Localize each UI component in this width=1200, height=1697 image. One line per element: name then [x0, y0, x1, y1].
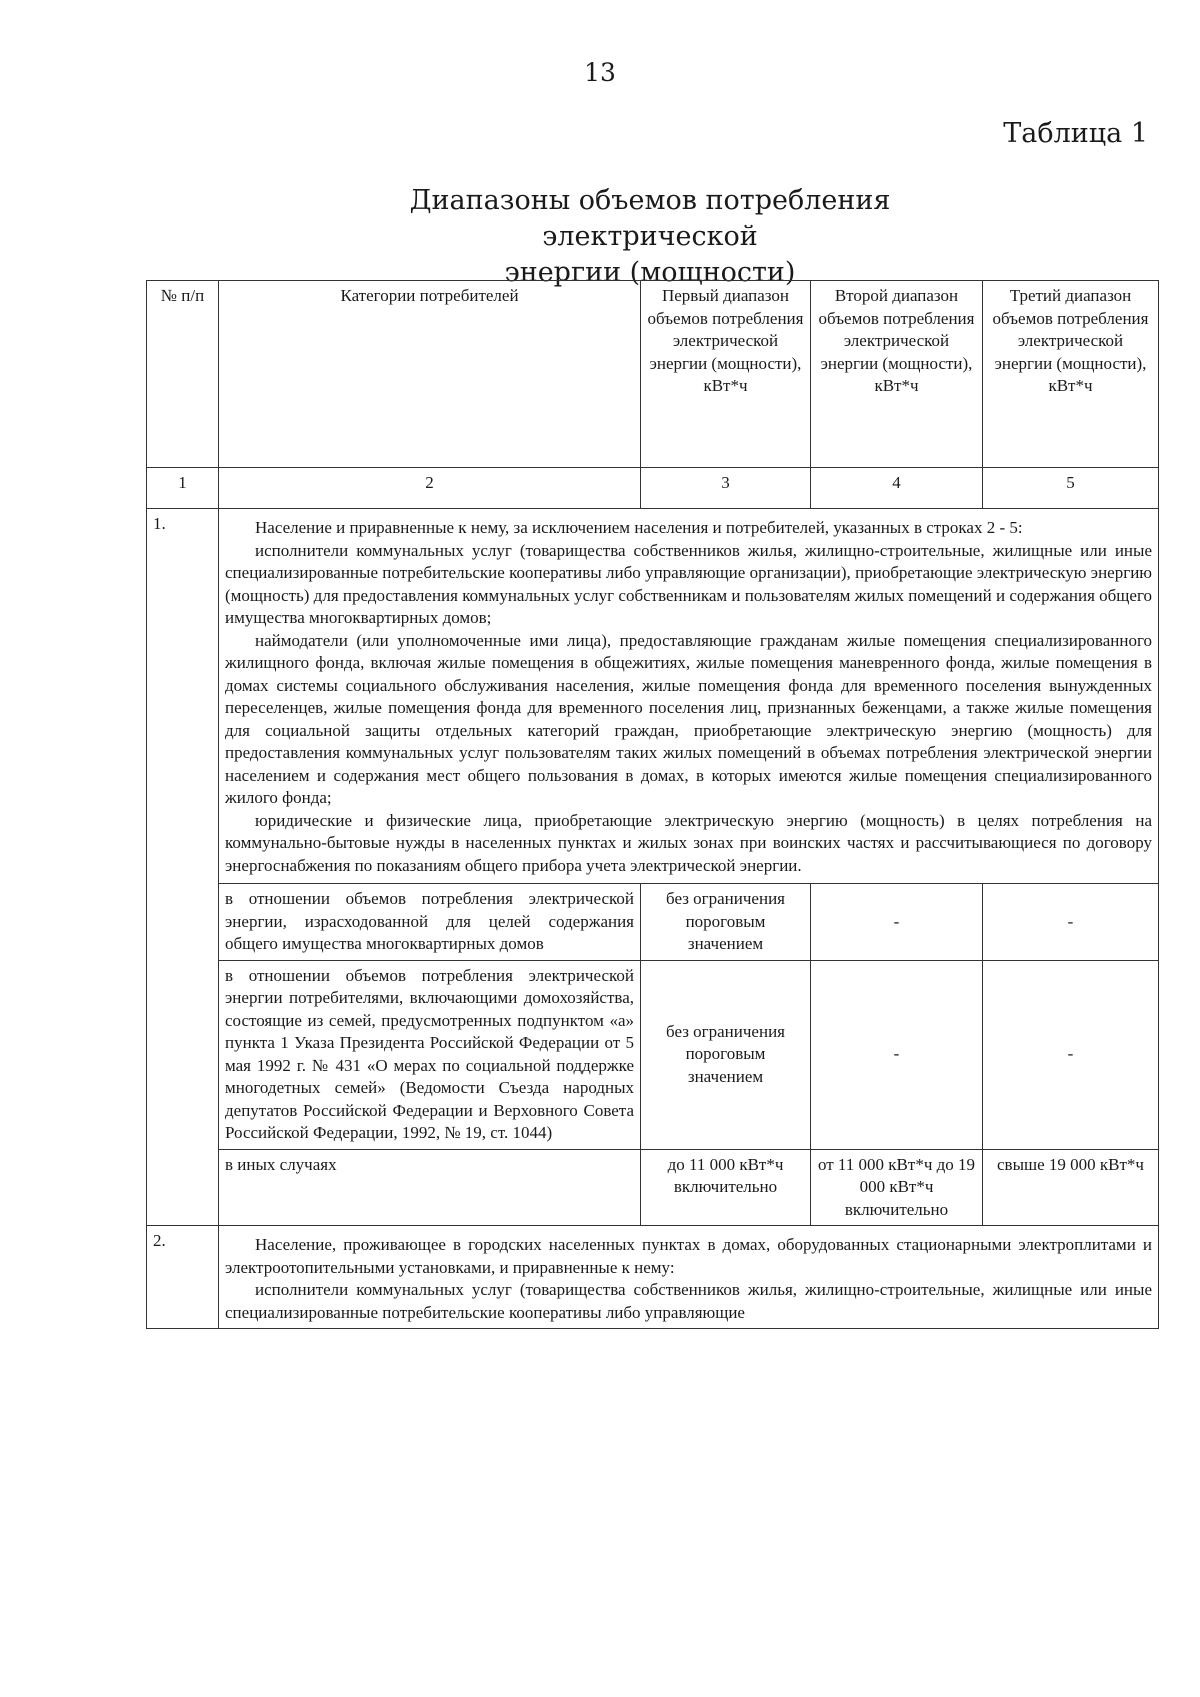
- table-header-row: [147, 281, 1159, 468]
- paragraph: юридические и физические лица, приобретающие электрическую энергию (мощность) в целях потребления на коммунально-бытовые нужды в населенных пунктах и жилых зонах при воинских частях и рассчитывающиеся по договору энергоснабжения по показаниям общего прибора учета электрической энергии.: [225, 810, 1152, 875]
- table-row: [147, 1226, 1159, 1329]
- header-range-3: Третий диапазон объемов потребления электрической энергии (мощности), кВт*ч: [983, 281, 1159, 468]
- table-subrow: [147, 1149, 1159, 1226]
- subrow-range-3: свыше 19 000 кВт*ч: [983, 1149, 1159, 1226]
- subrow-range-2: -: [811, 884, 983, 961]
- page-number: 13: [584, 58, 616, 87]
- column-number: 2: [219, 468, 641, 509]
- column-number: 4: [811, 468, 983, 509]
- subrow-text: в отношении объемов потребления электрической энергии потребителями, включающими домохозяйства, состоящие из семей, предусмотренных подпунктом «а» пункта 1 Указа Президента Российской Федерации от 5 мая 1992 г. № 431 «О мерах по социальной поддержке многодетных семей» (Ведомости Съезда народных депутатов Российской Федерации и Верховного Совета Российской Федерации, 1992, № 19, ст. 1044): [219, 960, 641, 1149]
- table-subrow: [147, 960, 1159, 1149]
- column-number: 3: [641, 468, 811, 509]
- document-title: [300, 183, 1000, 291]
- header-num: № п/п: [147, 281, 219, 468]
- header-category: Категории потребителей: [219, 281, 641, 468]
- table-label: Таблица 1: [1003, 118, 1148, 149]
- paragraph: наймодатели (или уполномоченные ими лица), предоставляющие гражданам жилые помещения специализированного жилищного фонда, включая жилые помещения в общежитиях, жилые помещения маневренного фонда, жилые помещения в домах системы социального обслуживания населения, жилые помещения фонда для временного поселения вынужденных переселенцев, жилые помещения фонда для временного поселения лиц, признанных беженцами, а также жилые помещения для социальной защиты отдельных категорий граждан, приобретающие электрическую энергию (мощность) для предоставления коммунальных услуг пользователям таких жилых помещений в объемах потребления электрической энергии населением и содержания мест общего пользования в домах, в которых имеются жилые помещения специализированного жилого фонда;: [225, 630, 1152, 807]
- column-numbers-row: [147, 468, 1159, 509]
- table-subrow: [147, 884, 1159, 961]
- subrow-text: в иных случаях: [219, 1149, 641, 1226]
- subrow-range-1: без ограничения пороговым значением: [641, 960, 811, 1149]
- subrow-range-1: без ограничения пороговым значением: [641, 884, 811, 961]
- subrow-range-3: -: [983, 884, 1159, 961]
- subrow-range-3: -: [983, 960, 1159, 1149]
- table-row: [147, 509, 1159, 884]
- subrow-range-2: -: [811, 960, 983, 1149]
- subrow-text: в отношении объемов потребления электрической энергии, израсходованной для целей содержания общего имущества многоквартирных домов: [219, 884, 641, 961]
- paragraph: Население и приравненные к нему, за исключением населения и потребителей, указанных в строках 2 - 5:: [255, 518, 1023, 537]
- header-range-2: Второй диапазон объемов потребления электрической энергии (мощности), кВт*ч: [811, 281, 983, 468]
- consumption-ranges-table: [146, 280, 1159, 1329]
- title-line-1: Диапазоны объемов потребления электрической: [409, 185, 891, 252]
- subrow-range-2: от 11 000 кВт*ч до 19 000 кВт*ч включительно: [811, 1149, 983, 1226]
- title-line-2: энергии (мощности): [504, 257, 796, 288]
- paragraph: исполнители коммунальных услуг (товарищества собственников жилья, жилищно-строительные, жилищные или иные специализированные потребительские кооперативы либо управляющие: [225, 1280, 1152, 1322]
- subrow-range-1: до 11 000 кВт*ч включительно: [641, 1149, 811, 1226]
- paragraph: исполнители коммунальных услуг (товарищества собственников жилья, жилищно-строительные, жилищные или иные специализированные потребительские кооперативы либо управляющие организации), приобретающие электрическую энергию (мощность) для предоставления коммунальных услуг собственникам и пользователям жилых помещений и содержания общего имущества многоквартирных домов;: [225, 540, 1152, 627]
- row-description: [219, 1226, 1159, 1329]
- column-number: 5: [983, 468, 1159, 509]
- paragraph: Население, проживающее в городских населенных пунктах в домах, оборудованных стационарными электроплитами и электроотопительными установками, и приравненные к нему:: [225, 1235, 1152, 1277]
- column-number: 1: [147, 468, 219, 509]
- row-description: [219, 509, 1159, 884]
- header-range-1: Первый диапазон объемов потребления электрической энергии (мощности), кВт*ч: [641, 281, 811, 468]
- row-number: 1.: [147, 509, 219, 1226]
- row-number: 2.: [147, 1226, 219, 1329]
